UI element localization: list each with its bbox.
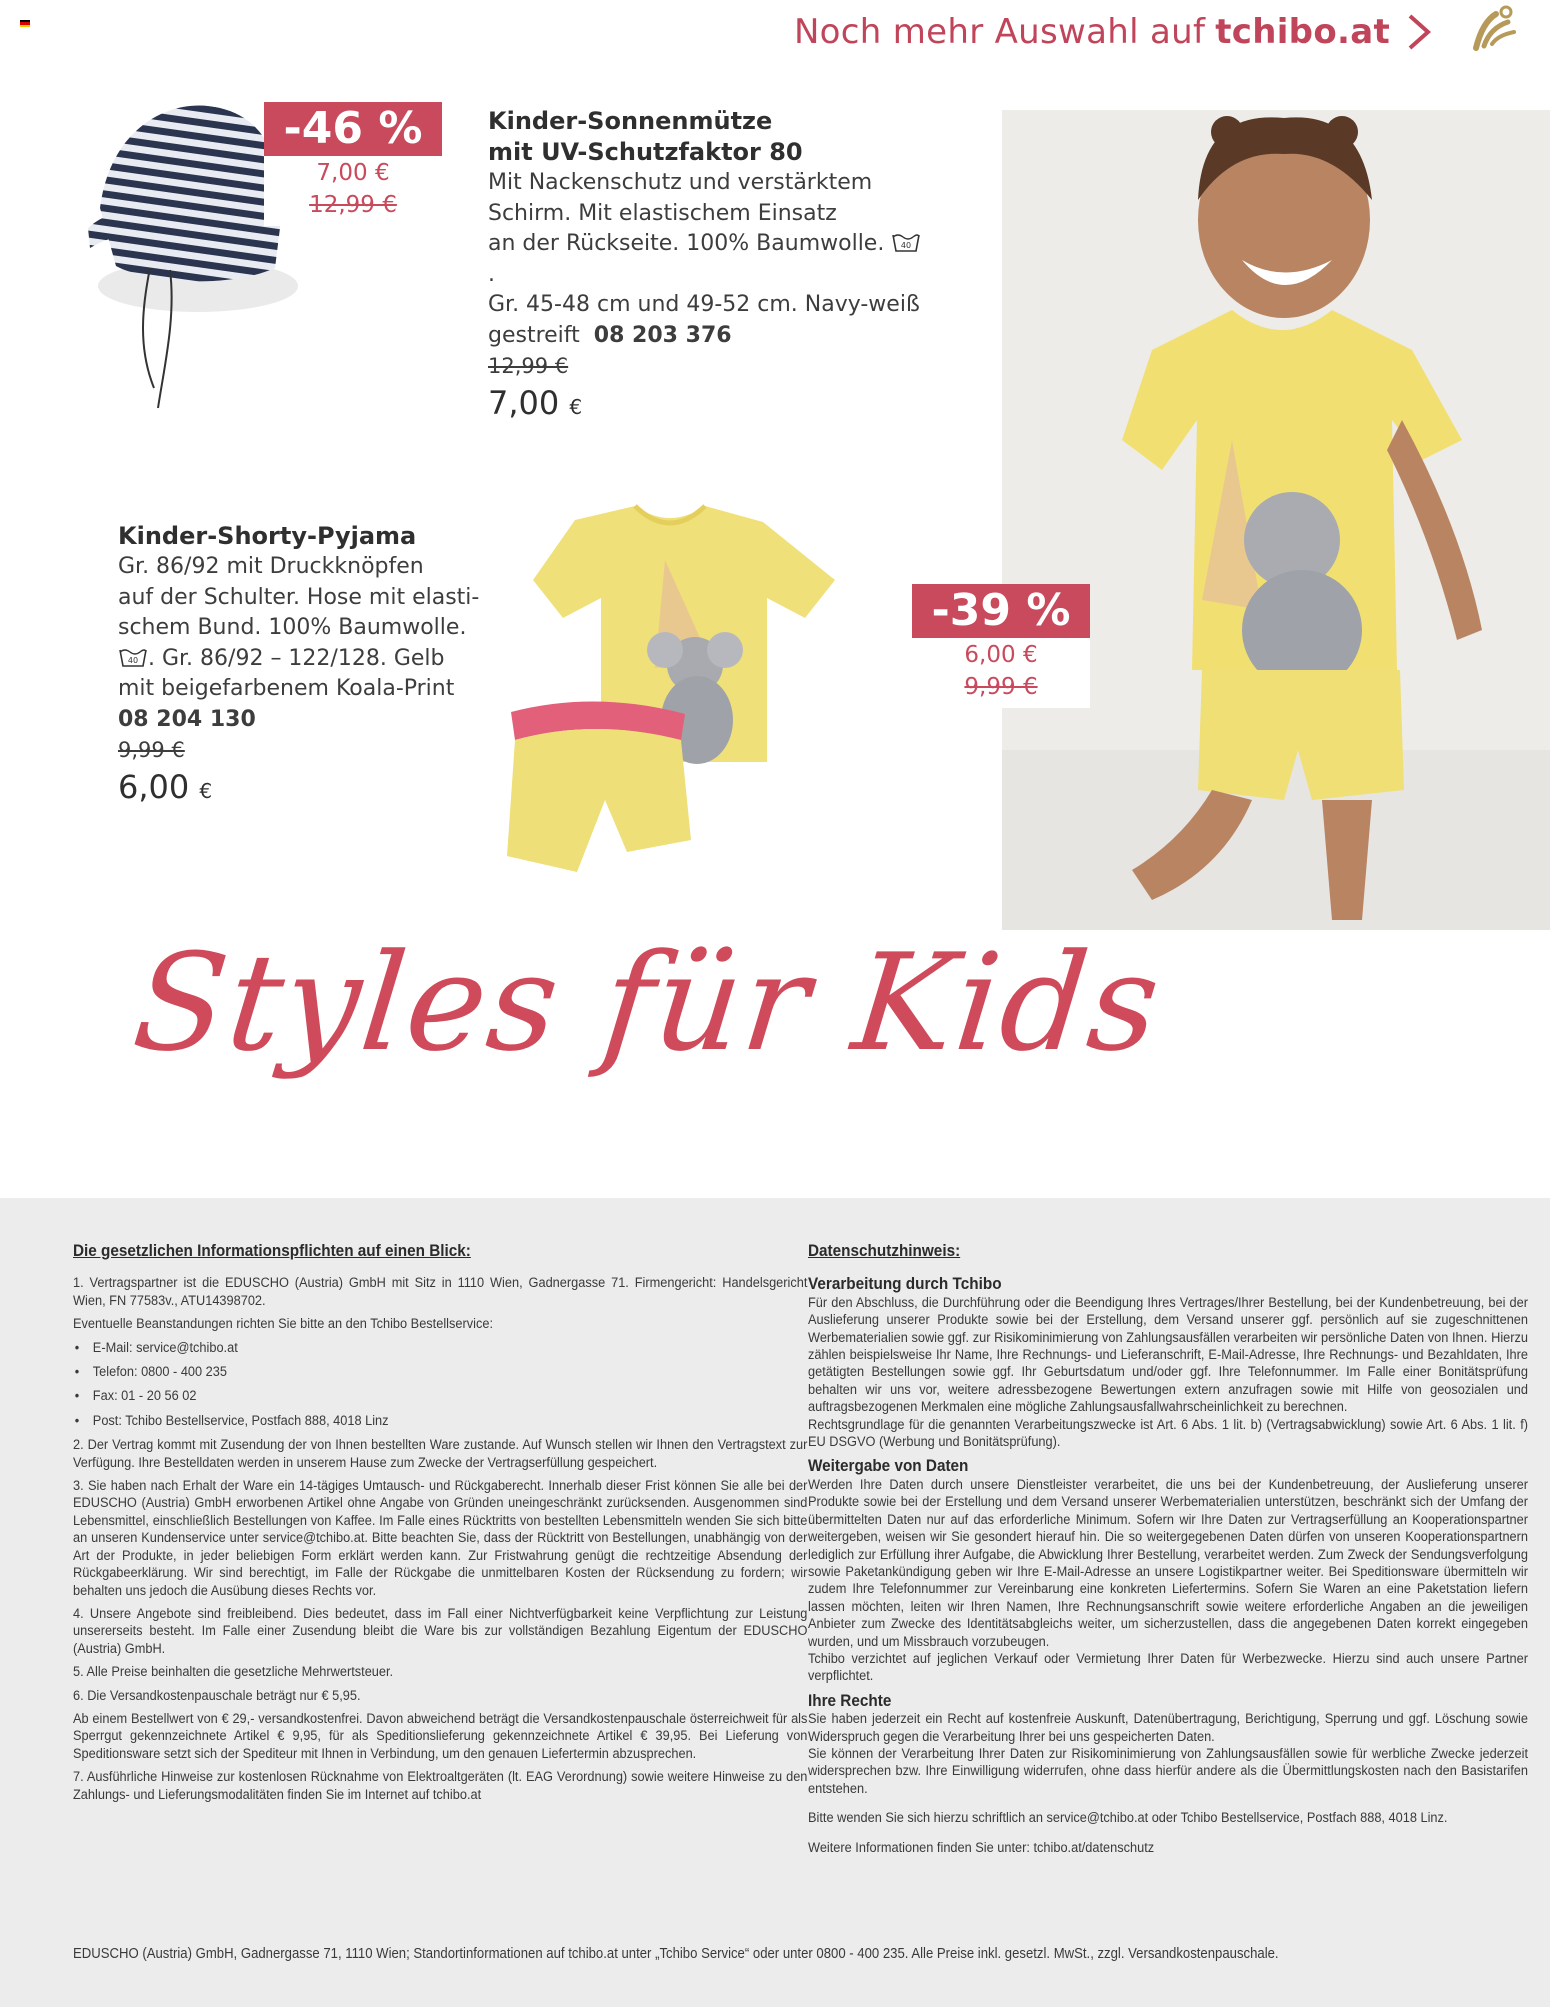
hat-badge-old-price: 12,99 € (309, 192, 397, 218)
legal-p6: 6. Die Versandkostenpauschale beträgt nur € 5,95. (73, 1687, 361, 1704)
contact-fax: • Fax: 01 - 20 56 02 (73, 1388, 807, 1405)
pajama-price-row (118, 765, 498, 813)
pajama-badge-new-price: 6,00 € (964, 642, 1038, 668)
contact-email: • E-Mail: service@tchibo.at (73, 1340, 807, 1357)
hat-product-info (488, 106, 928, 429)
pajama-badge-old-price: 9,99 € (964, 674, 1038, 700)
legal-p1b: Eventuelle Beanstandungen richten Sie bitte an den Tchibo Bestellservice: (73, 1316, 493, 1333)
hat-desc-line-5: gestreift (488, 322, 580, 348)
privacy-r5: Weitere Informationen finden Sie unter: tchibo.at/datenschutz (808, 1839, 1155, 1856)
privacy-r2b: Tchibo verzichtet auf jeglichen Verkauf oder Vermietung Ihrer Daten für Werbezwecke. Hierzu sind auch unsere Partner verpflichtet. (808, 1650, 1528, 1685)
pajama-discount-badge (912, 584, 1090, 708)
legal-p7: 7. Ausführliche Hinweise zur kostenlosen Rücknahme von Elektroaltgeräten (lt. EAG Verordnung) sowie weitere Hinweise zu den Zahlungs- und Lieferungsmodalitäten finden Sie im Internet auf tchibo.at (73, 1769, 808, 1803)
privacy-r3: Sie haben jederzeit ein Recht auf kostenfreie Auskunft, Datenübertragung, Berichtigung, Sperrung und ggf. Löschung sowie Widerspruch gegen die Verarbeitung Ihrer bei uns gespeicherten Daten. (808, 1711, 1528, 1745)
hat-desc-line-4: Gr. 45-48 cm und 49-52 cm. Navy-weiß (488, 292, 920, 317)
processing-heading: Verarbeitung durch Tchibo (808, 1274, 1002, 1294)
pajama-old-price: 9,99 € (118, 738, 185, 762)
wash-40-icon (118, 646, 148, 668)
hat-currency: € (569, 395, 583, 419)
hat-desc-line-1: Mit Nackenschutz und verstärktem (488, 170, 873, 195)
wash-40-icon (891, 231, 921, 253)
child-model-photo (1002, 110, 1550, 930)
legal-p3: 3. Sie haben nach Erhalt der Ware ein 14-tägiges Umtausch- und Rückgaberecht. Innerhalb dieser Frist können Sie alle bei der EDUSCHO (Austria) GmbH erworbenen Artikel ohne Angabe von Gründen uneingeschränkt zurücksenden. Ausgenommen sind Lebensmittel, einschließlich Bestellungen von Kaffee. Im Falle eines Rücktritts von bestellten Lebensmitteln wenden Sie sich bitte an unseren Kundenservice unter service@tchibo.at. Bitte beachten Sie, dass der Rücktritt von Bestellungen, unabhängig von der Art der Produkte, in jeder beliebigen Form erklärt werden kann. Zur Fristwahrung genügt die rechtzeitige Absendung der Rückgabeerklärung. Wir sind berechtigt, im Falle der Rückgabe die unmittelbaren Kosten der Rücksendung zu fordern; wir behalten uns jedoch die Ausübung dieses Rechts vor. (73, 1478, 808, 1599)
pajama-price: 6,00 (118, 768, 190, 806)
de-flag-icon (20, 20, 30, 27)
pajama-currency: € (199, 779, 213, 803)
more-choice-link[interactable] (794, 12, 1432, 52)
tchibo-logo-icon[interactable] (1462, 2, 1524, 64)
svg-text:40: 40 (901, 241, 912, 250)
sharing-heading: Weitergabe von Daten (808, 1456, 969, 1476)
privacy-heading: Datenschutzhinweis: (808, 1241, 961, 1260)
legal-p2: 2. Der Vertrag kommt mit Zusendung der von Ihnen bestellten Ware zustande. Auf Wunsch stellen wir Ihnen den Vertragstext zur Verfügung. Ihre Bestelldaten werden in unserem Hause zum Zwecke der Vertragserfüllung gespeichert. (73, 1437, 808, 1471)
pajama-desc-line-3: schem Bund. 100% Baumwolle. (118, 615, 467, 640)
legal-p5: 5. Alle Preise beinhalten die gesetzliche Mehrwertsteuer. (73, 1664, 394, 1681)
pajama-discount-percent: -39 % (912, 584, 1090, 638)
footer-text: EDUSCHO (Austria) GmbH, Gadnergasse 71, 1110 Wien; Standortinformationen auf tchibo.at unter „Tchibo Service“ oder unter 0800 - 400 235. Alle Preise inkl. gesetzl. MwSt., zzgl. Versandkostenpauschale. (73, 1946, 1279, 1962)
contact-list (73, 1340, 807, 1431)
hat-desc-line-3-row: an der Rückseite. 100% Baumwolle. 40 . (488, 229, 928, 290)
hat-title-line-2: mit UV-Schutzfaktor 80 (488, 138, 803, 166)
contact-phone: • Telefon: 0800 - 400 235 (73, 1364, 807, 1381)
hat-article-number: 08 203 376 (593, 322, 732, 348)
hat-desc-line-3: an der Rückseite. 100% Baumwolle. (488, 231, 885, 256)
hat-desc-line-2: Schirm. Mit elastischem Einsatz (488, 200, 837, 226)
hat-discount-badge (264, 102, 442, 226)
legal-heading: Die gesetzlichen Informationspflichten auf einen Blick: (73, 1241, 471, 1260)
pajama-article-number: 08 204 130 (118, 706, 256, 732)
pajama-title: Kinder-Shorty-Pyjama (118, 522, 417, 550)
legal-info-column (73, 1242, 807, 1810)
pajama-desc-line-4-row (118, 644, 498, 675)
domain-text: tchibo.at (1215, 12, 1390, 52)
hat-price-row (488, 381, 928, 429)
privacy-r4: Bitte wenden Sie sich hierzu schriftlich an service@tchibo.at oder Tchibo Bestellservice, Postfach 888, 4018 Linz. (808, 1810, 1448, 1827)
legal-section (0, 1198, 1550, 2007)
legal-p1: 1. Vertragspartner ist die EDUSCHO (Austria) GmbH mit Sitz in 1110 Wien, Gadnergasse 71. Firmengericht: Handelsgericht Wien, FN 77583v., ATU14398702. (73, 1275, 808, 1309)
pajama-desc-line-5: mit beigefarbenem Koala-Print (118, 676, 455, 701)
legal-p6b: Ab einem Bestellwert von € 29,- versandkostenfrei. Davon abweichend beträgt die Versandkostenpauschale österreichweit für als Sperrgut gekennzeichnete Artikel € 9,95, für als Speditionslieferung gekennzeichnete Artikel € 39,95. Bei Lieferung von Speditionsware setzt sich der Spediteur mit Ihnen in Verbindung, um den genauen Liefertermin abzusprechen. (73, 1710, 808, 1762)
privacy-r3b: Sie können der Verarbeitung Ihrer Daten zur Risikominimierung von Zahlungsausfällen sowie für werbliche Zwecke jederzeit widersprechen bzw. Ihre Einwilligung widerrufen, ohne dass hierfür andere als die Übermittlungskosten nach den Basistarifen entstehen. (808, 1745, 1528, 1797)
pajama-product-info (118, 521, 498, 813)
privacy-column (808, 1242, 1528, 1863)
rights-heading: Ihre Rechte (808, 1690, 892, 1710)
chevron-right-icon (1406, 12, 1432, 52)
pajama-image (505, 500, 840, 892)
privacy-r2: Werden Ihre Daten durch unsere Dienstleister verarbeitet, die uns bei der Kundenbetreuung, der Auslieferung unserer Produkte sowie bei der Erstellung und dem Versand unserer Werbematerialien unterstützen, beschränkt sich der Umfang der übermittelten Daten nur auf das erforderliche Minimum. Sofern wir Ihre Daten zur Vertragserfüllung an Kooperationspartner weitergeben, weisen wir Sie gesondert hierauf hin. Die so weitergegebenen Daten dürfen von unseren Kooperationspartnern lediglich zur Erfüllung ihrer Aufgabe, die Abwicklung Ihrer Bestellung, verarbeitet werden. Zum Zweck der Sendungsverfolgung sowie Paketankündigung geben wir Ihre E-Mail-Adresse an unsere Logistikpartner weiter. Bei Speditionsware übermitteln wir zudem Ihre Telefonnummer zur Vereinbarung eine konkreten Liefertermins. Sofern Sie Waren an eine Paketstation liefern lassen möchten, leiten wir Ihren Namen, Ihre Rechnungsanschrift sowie weitere erforderliche Angaben an die jeweiligen Anbieter zum Zwecke des Identitätsabgleichs weiter, um sicherzustellen, dass die angegebenen Daten korrekt eingegeben wurden, und um Missbrauch vorzubeugen. (808, 1476, 1528, 1650)
hat-old-price: 12,99 € (488, 354, 569, 378)
privacy-r1: Für den Abschluss, die Durchführung oder die Beendigung Ihres Vertrages/Ihrer Bestellung, bei der Kundenbetreuung, bei der Auslieferung unserer Produkte sowie bei der Erstellung, dem Versand unserer ggf. persönlich auf sie zugeschnittenen Werbematerialien sowie ggf. zur Risikominimierung von Zahlungsausfällen verarbeiten wir persönliche Daten von Ihnen. Hierzu zählen beispielsweise Ihr Name, Ihre Rechnungs- und Lieferanschrift, E-Mail-Adresse, Ihre Rechnungs- und Bezahldaten, Ihre getätigten Bestellungen sowie ggf. Ihr Geburtsdatum und/oder ggf. Ihre Telefonnummer. Im Falle einer Bonitätsprüfung behalten wir uns vor, weitere adressbezogene Bewertungen extern anzufragen sowie mit Hilfe von geosozialen und auftragsbezogenen Merkmalen eine mögliche Zahlungsausfallwahrscheinlichkeit zu berechnen. (808, 1294, 1528, 1416)
pajama-desc-line-4: . Gr. 86/92 – 122/128. Gelb (148, 645, 445, 671)
hat-discount-percent: -46 % (264, 102, 442, 156)
hat-desc-line-5-row (488, 321, 928, 352)
svg-text:40: 40 (127, 655, 139, 665)
hat-price: 7,00 (488, 384, 560, 422)
styles-headline: Styles für Kids (126, 925, 1169, 1081)
more-choice-text: Noch mehr Auswahl auf (793, 12, 1206, 52)
hat-badge-new-price: 7,00 € (316, 160, 390, 186)
privacy-r1b: Rechtsgrundlage für die genannten Verarbeitungszwecke ist Art. 6 Abs. 1 lit. b) (Vertragsabwicklung) sowie Art. 6 Abs. 1 lit. f) EU DSGVO (Werbung und Bonitätsprüfung). (808, 1416, 1528, 1451)
contact-post: • Post: Tchibo Bestellservice, Postfach 888, 4018 Linz (73, 1413, 807, 1430)
legal-p4: 4. Unsere Angebote sind freibleibend. Dies bedeutet, dass im Fall einer Nichtverfügbarkeit keine Verpflichtung zur Leistung unsererseits besteht. Im Falle einer Zusendung bleibt die Ware bis zur vollständigen Bezahlung Eigentum der EDUSCHO (Austria) GmbH. (73, 1605, 808, 1657)
pajama-desc-line-2: auf der Schulter. Hose mit elasti- (118, 584, 480, 610)
hat-title-line-1: Kinder-Sonnenmütze (488, 107, 773, 135)
pajama-desc-line-1: Gr. 86/92 mit Druckknöpfen (118, 554, 424, 579)
